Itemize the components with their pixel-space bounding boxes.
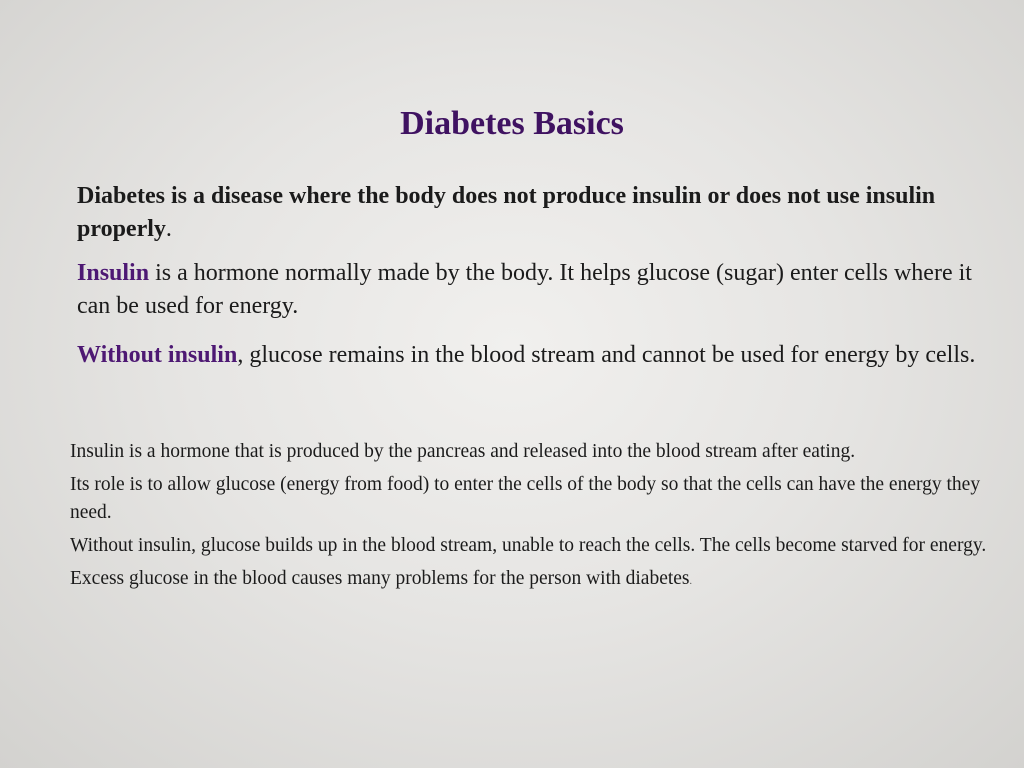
notes-section bbox=[70, 438, 990, 601]
note-item: Its role is to allow glucose (energy from food) to enter the cells of the body so that the cells can have the energy they need. bbox=[70, 474, 981, 523]
main-content bbox=[77, 180, 977, 372]
note-item-last bbox=[70, 565, 990, 596]
without-insulin-highlight: Without insulin bbox=[77, 342, 238, 368]
last-note-text: Excess glucose in the blood causes many problems for the person with diabetes bbox=[70, 568, 690, 589]
insulin-text: is a hormone normally made by the body. It helps glucose (sugar) enter cells where it can be used for energy. bbox=[77, 260, 972, 319]
note-item: Insulin is a hormone that is produced by the pancreas and released into the blood stream after eating. bbox=[70, 441, 856, 462]
without-insulin-text: , glucose remains in the blood stream and cannot be used for energy by cells. bbox=[237, 342, 976, 368]
insulin-paragraph bbox=[77, 257, 977, 323]
note-item: Without insulin, glucose builds up in the blood stream, unable to reach the cells. The cells become starved for energy. bbox=[70, 535, 987, 556]
definition-period: . bbox=[165, 216, 172, 242]
without-insulin-paragraph bbox=[77, 339, 977, 372]
definition-text: Diabetes is a disease where the body does not produce insulin or does not use insulin properly bbox=[77, 183, 936, 242]
last-note-period: . bbox=[689, 576, 693, 587]
insulin-highlight: Insulin bbox=[77, 260, 150, 286]
definition-paragraph bbox=[77, 180, 977, 246]
slide-title: Diabetes Basics bbox=[400, 105, 624, 142]
